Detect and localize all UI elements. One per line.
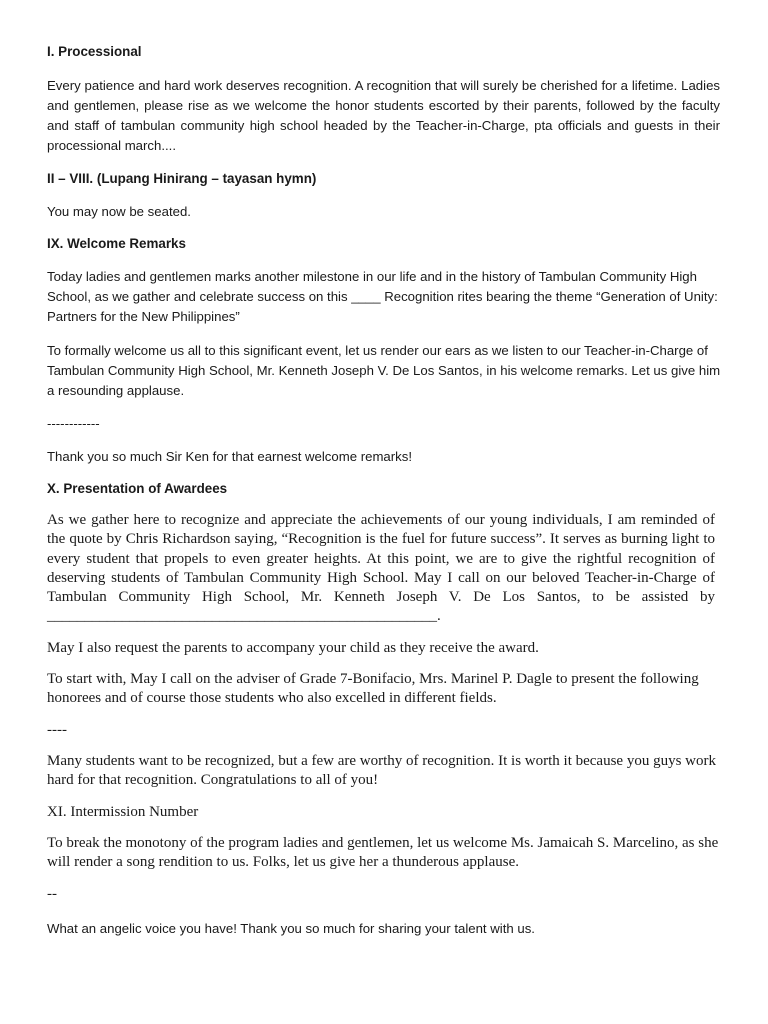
paragraph-anthem: You may now be seated. [47,204,191,219]
heading-welcome-remarks: IX. Welcome Remarks [47,236,186,251]
paragraph-intermission-thanks: What an angelic voice you have! Thank you so much for sharing your talent with us. [47,921,535,936]
heading-awardees: X. Presentation of Awardees [47,481,228,496]
paragraph-welcome-intro: Today ladies and gentlemen marks another milestone in our life and in the history of Tambulan Community High School, as we gather and celebrate success on this ____ Recognition rites bearing the theme “Generation of Unity: Partners for the New Philippines” [47,269,718,324]
separator-intermission: -- [47,886,57,902]
paragraph-awardees-congrats: Many students want to be recognized, but a few are worthy of recognition. It is worth it because you guys work hard for that recognition. Congratulations to all of you! [47,753,716,789]
heading-intermission: XI. Intermission Number [47,804,199,820]
heading-processional: I. Processional [47,44,142,59]
heading-anthem: II – VIII. (Lupang Hinirang – tayasan hymn) [47,171,317,186]
paragraph-welcome-thanks: Thank you so much Sir Ken for that earnest welcome remarks! [47,449,413,464]
paragraph-awardees-intro: As we gather here to recognize and appreciate the achievements of our young individuals, I am reminded of the quote by Chris Richardson saying, “Recognition is the fuel for future success”. It serves as burning light to every student that propels to even greater heights. At this point, we are to give the rightful recognition of deserving students of Tambulan Community High School. May I call on our beloved Teacher-in-Charge of Tambulan Community High School, Mr. Kenneth Joseph V. De Los Santos, to be assisted by ____________________________________________________. [47,512,715,625]
paragraph-welcome-call: To formally welcome us all to this significant event, let us render our ears as we listen to our Teacher-in-Charge of Tambulan Community High School, Mr. Kenneth Joseph V. De Los Santos, in his welcome remarks. Let us give him a resounding applause. [47,343,721,398]
paragraph-intermission-intro: To break the monotony of the program ladies and gentlemen, let us welcome Ms. Jamaicah S. Marcelino, as she will render a song rendition to us. Folks, let us give her a thunderous applause. [47,835,719,871]
paragraph-awardees-parents: May I also request the parents to accompany your child as they receive the award. [47,640,539,656]
separator-awardees: ---- [47,722,67,738]
separator-welcome: ------------ [47,416,100,431]
paragraph-awardees-adviser: To start with, May I call on the adviser of Grade 7-Bonifacio, Mrs. Marinel P. Dagle to present the following honorees and of course those students who also excelled in different fields. [47,671,699,707]
paragraph-processional: Every patience and hard work deserves recognition. A recognition that will surely be cherished for a lifetime. Ladies and gentlemen, please rise as we welcome the honor students escorted by their parents, followed by the faculty and staff of tambulan community high school headed by the Teacher-in-Charge, pta officials and guests in their processional march.... [47,78,720,153]
